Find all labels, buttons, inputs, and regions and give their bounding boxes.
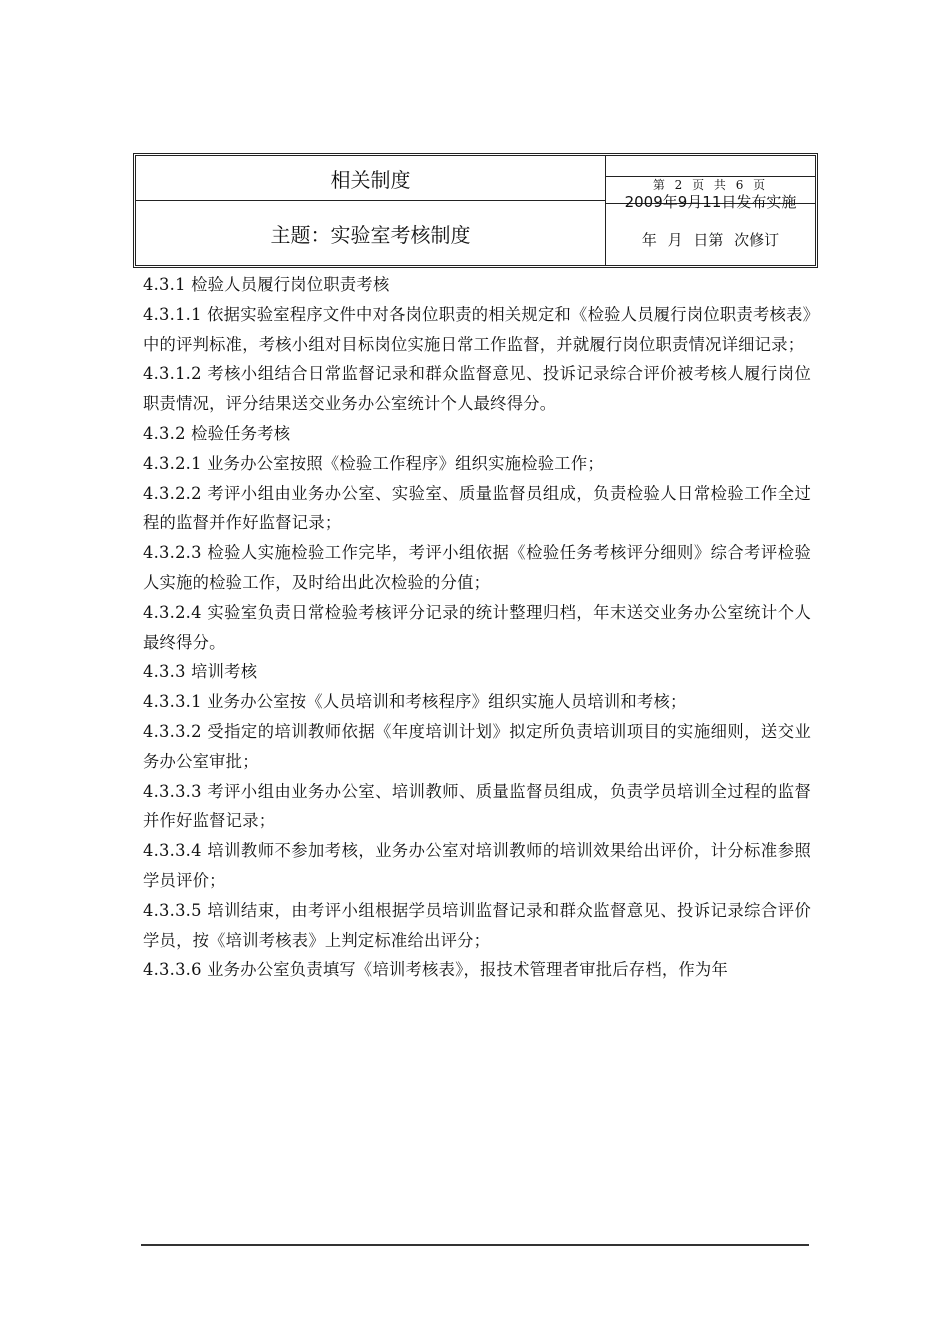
document-body [143,270,811,985]
page-info: 第 2 页 共 6 页 [652,177,769,192]
section-heading: 4.3.2 检验任务考核 [143,423,291,443]
paragraph: 4.3.1.2 考核小组结合日常监督记录和群众监督意见、投诉记录综合评价被考核人履行岗位职责情况，评分结果送交业务办公室统计个人最终得分。 [143,364,811,414]
paragraph: 4.3.3.2 受指定的培训教师依据《年度培训计划》拟定所负责培训项目的实施细则，送交业务办公室审批； [143,721,811,771]
paragraph: 4.3.3.1 业务办公室按《人员培训和考核程序》组织实施人员培训和考核； [143,692,687,712]
section-heading: 4.3.3 培训考核 [143,662,258,682]
paragraph: 4.3.2.1 业务办公室按照《检验工作程序》组织实施检验工作； [143,453,604,473]
header-table [133,153,818,268]
revision-info: 年 月 日第 次修订 [641,230,780,249]
section-heading: 4.3.1 检验人员履行岗位职责考核 [143,275,390,294]
paragraph: 4.3.1.1 依据实验室程序文件中对各岗位职责的相关规定和《检验人员履行岗位职责考核表》中的评判标准，考核小组对目标岗位实施日常工作监督，并就履行岗位职责情况详细记录； [143,304,811,354]
document-category: 相关制度 [330,167,411,192]
paragraph: 4.3.3.6 业务办公室负责填写《培训考核表》，报技术管理者审批后存档，作为年 [143,960,728,980]
footer-rule [141,1244,809,1246]
paragraph: 4.3.2.3 检验人实施检验工作完毕，考评小组依据《检验任务考核评分细则》综合考评检验人实施的检验工作，及时给出此次检验的分值； [143,543,811,592]
paragraph: 4.3.3.5 培训结束，由考评小组根据学员培训监督记录和群众监督意见、投诉记录综合评价学员，按《培训考核表》上判定标准给出评分； [143,900,811,950]
paragraph: 4.3.2.4 实验室负责日常检验考核评分记录的统计整理归档，年末送交业务办公室统计个人最终得分。 [143,602,811,652]
issue-date: 2009年9月11日发布实施 [624,192,797,211]
paragraph: 4.3.3.3 考评小组由业务办公室、培训教师、质量监督员组成，负责学员培训全过程的监督并作好监督记录； [143,781,811,831]
paragraph: 4.3.3.4 培训教师不参加考核，业务办公室对培训教师的培训效果给出评价，计分标准参照学员评价； [143,841,811,890]
document-subject: 主题：实验室考核制度 [270,222,471,247]
paragraph: 4.3.2.2 考评小组由业务办公室、实验室、质量监督员组成，负责检验人日常检验工作全过程的监督并作好监督记录； [143,483,811,533]
